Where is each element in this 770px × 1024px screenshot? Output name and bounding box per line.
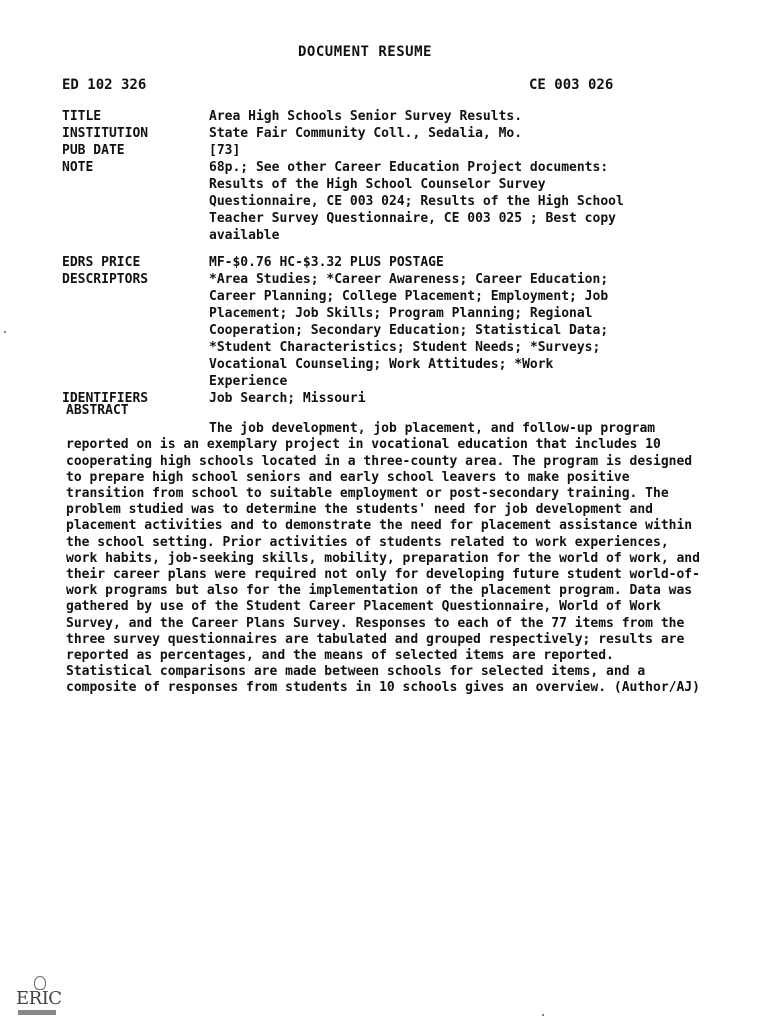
field-label: PUB DATE [62, 143, 125, 158]
field-label: NOTE [62, 160, 94, 175]
field-label: TITLE [62, 109, 102, 124]
field-label: DESCRIPTORS [62, 272, 149, 287]
ce-number: CE 003 026 [529, 77, 614, 93]
eric-logo [16, 976, 60, 1016]
field-value: Job Search; Missouri [209, 391, 366, 406]
field-pub-date [62, 142, 702, 159]
field-descriptors [62, 271, 702, 390]
spacer [62, 244, 702, 254]
ed-number: ED 102 326 [62, 77, 147, 93]
abstract-label: ABSTRACT [66, 403, 129, 418]
field-institution [62, 125, 702, 142]
document-title: DOCUMENT RESUME [298, 44, 432, 60]
field-title [62, 108, 702, 125]
scan-speck [4, 331, 6, 333]
field-note [62, 159, 702, 244]
field-value: MF-$0.76 HC-$3.32 PLUS POSTAGE [209, 255, 444, 270]
field-label: INSTITUTION [62, 126, 149, 141]
field-label: EDRS PRICE [62, 255, 141, 270]
field-value: [73] [209, 143, 241, 158]
metadata-fields [62, 108, 702, 407]
field-value: Area High Schools Senior Survey Results. [209, 109, 523, 124]
field-edrs-price [62, 254, 702, 271]
abstract-section [66, 403, 706, 697]
scan-speck [542, 1014, 544, 1016]
field-label: IDENTIFIERS [62, 391, 149, 406]
field-value: State Fair Community Coll., Sedalia, Mo. [209, 126, 523, 141]
field-value: 68p.; See other Career Education Project documents: Results of the High School Counselor Survey Questionnaire, CE 003 024; Results of the High School Teacher Survey Questionnaire, CE 003 025 ; Best copy available [209, 160, 624, 243]
eric-logo-bar [18, 1010, 56, 1015]
abstract-text: The job development, job placement, and follow-up program reported on is an exemplary project in vocational education that includes 10 cooperating high schools located in a three-county area. The program is designed to prepare high school seniors and early school leavers to make positive transition from school to suitable employment or post-secondary training. The problem studied was to determine the students' need for job development and placement activities and to demonstrate the need for placement assistance within the school setting. Prior activities of students related to work experiences, work habits, job-seeking skills, mobility, preparation for the world of work, and their career plans were required not only for developing future student world-of-work programs but also for the implementation of the placement program. Data was gathered by use of the Student Career Placement Questionnaire, World of Work Survey, and the Career Plans Survey. Responses to each of the 77 items from the three survey questionnaires are tabulated and grouped respectively; results are reported as percentages, and the means of selected items are reported. Statistical comparisons are made between schools for selected items, and a composite of responses from students in 10 schools gives an overview. (Author/AJ) [66, 421, 700, 696]
field-value: *Area Studies; *Career Awareness; Career Education; Career Planning; College Placement; Employment; Job Placement; Job Skills; Program Planning; Regional Cooperation; Secondary Education; Statistical Data; *Student Characteristics; Student Needs; *Surveys; Vocational Counseling; Work Attitudes; *Work Experience [209, 272, 609, 389]
eric-logo-text: ERIC [16, 988, 62, 1009]
